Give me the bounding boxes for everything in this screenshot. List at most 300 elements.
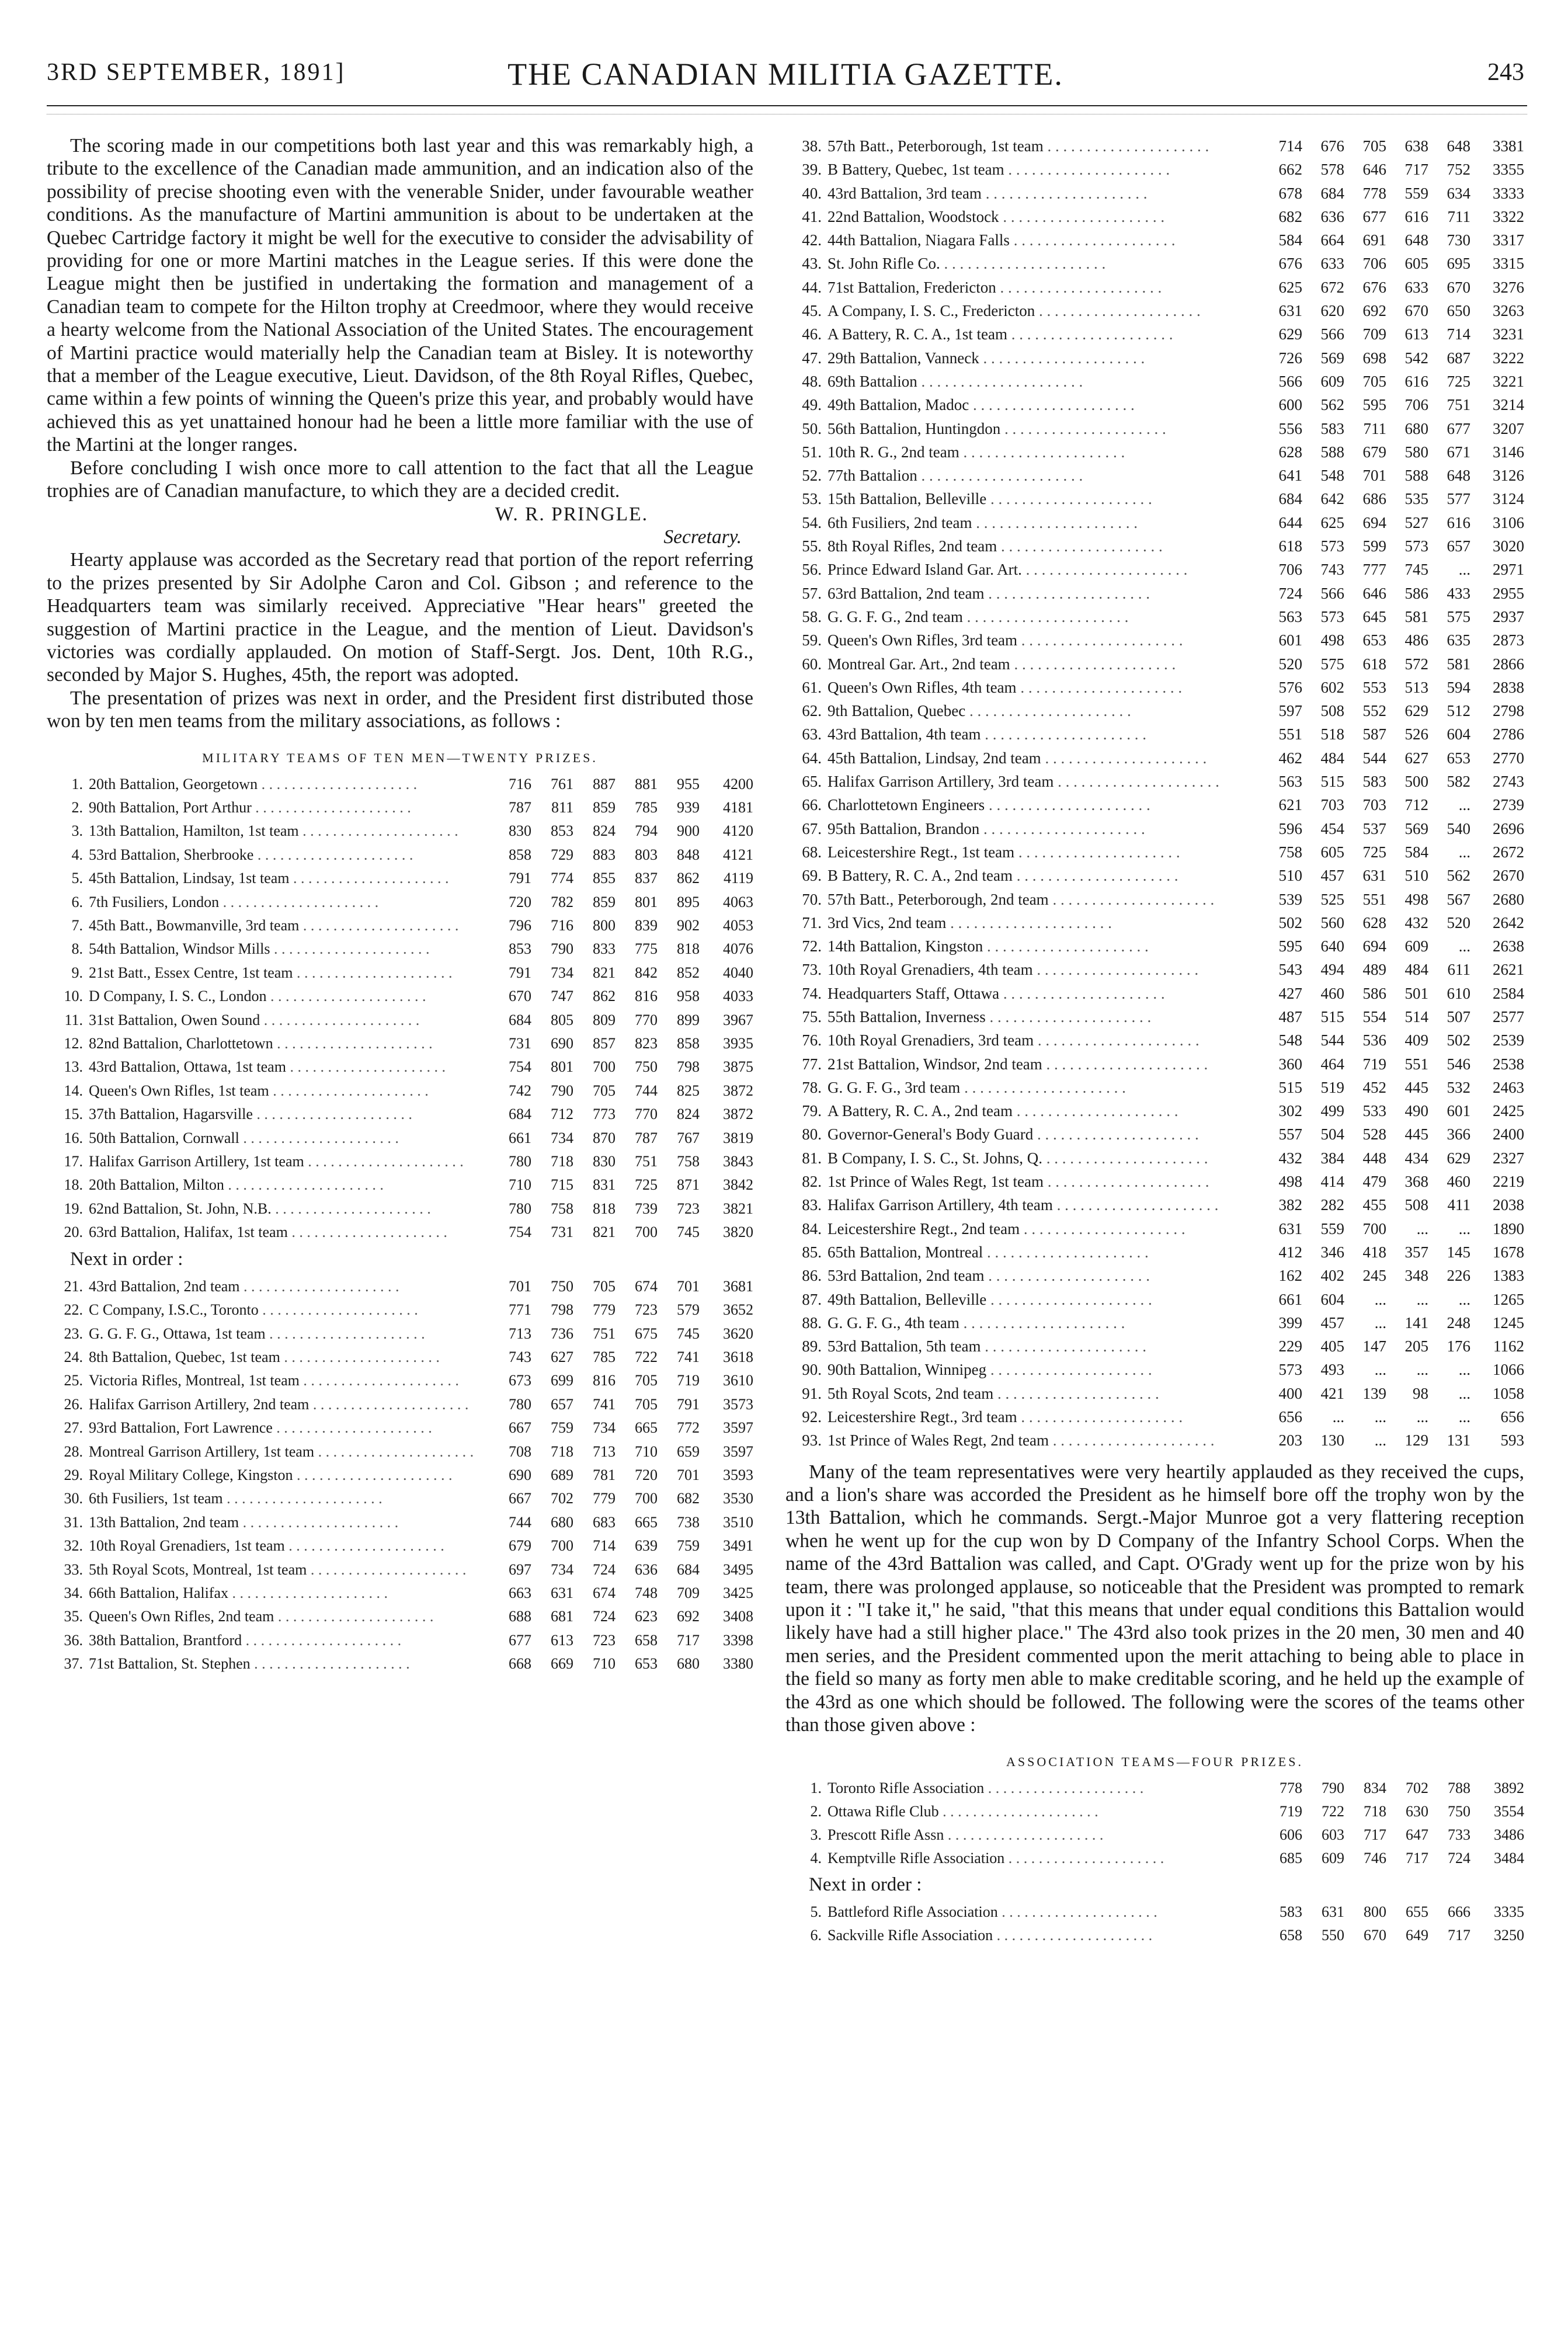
table-row xyxy=(785,1122,1524,1146)
score-cell: 457 xyxy=(1320,1313,1344,1332)
rank-cell: 83. xyxy=(802,1196,822,1214)
score-cell: 494 xyxy=(1320,961,1344,979)
score-cell: 833 xyxy=(593,940,616,958)
table-row xyxy=(785,1382,1524,1405)
score-cell: 661 xyxy=(509,1129,531,1146)
score-cell: 710 xyxy=(509,1176,531,1194)
score-cell: 724 xyxy=(1448,1849,1470,1867)
score-cell: 579 xyxy=(677,1301,700,1319)
score-cell: 779 xyxy=(593,1490,616,1507)
total-cell: 3935 xyxy=(723,1035,753,1052)
score-cell: 536 xyxy=(1362,1031,1386,1049)
score-cell: 498 xyxy=(1404,890,1428,908)
score-cell: 745 xyxy=(677,1224,700,1241)
score-cell: 837 xyxy=(635,870,658,887)
team-cell: Halifax Garrison Artillery, 1st team . . . xyxy=(89,1150,489,1173)
rank-cell: 73. xyxy=(802,961,822,979)
team-cell: 14th Battalion, Kingston . . . xyxy=(828,934,1260,958)
score-cell: 767 xyxy=(677,1129,700,1146)
score-cell: 809 xyxy=(593,1011,616,1028)
score-cell: 731 xyxy=(551,1224,573,1241)
score-cell: 618 xyxy=(1278,537,1302,555)
score-cell: 801 xyxy=(635,893,658,910)
score-cell: 484 xyxy=(1320,749,1344,767)
total-cell: 2400 xyxy=(1493,1125,1524,1144)
team-cell: 71st Battalion, Fredericton . . . xyxy=(828,276,1260,299)
total-cell: 3652 xyxy=(723,1301,753,1319)
total-cell: 4063 xyxy=(723,893,753,910)
team-cell: 6th Fusiliers, 2nd team . . . xyxy=(828,511,1260,534)
team-cell: 66th Battalion, Halifax . . . xyxy=(89,1582,489,1605)
table-row xyxy=(785,888,1524,911)
association-next-label: Next in order : xyxy=(809,1874,922,1895)
score-cell: 725 xyxy=(1447,372,1470,390)
score-cell: 706 xyxy=(1404,396,1428,414)
table-row xyxy=(47,1582,753,1605)
score-cell: 510 xyxy=(1278,867,1302,885)
table-row xyxy=(785,958,1524,981)
score-cell: 939 xyxy=(677,798,700,816)
score-cell: 514 xyxy=(1404,1007,1428,1026)
score-cell: 862 xyxy=(593,988,616,1005)
team-cell: 95th Battalion, Brandon . . . xyxy=(828,817,1260,840)
table-row xyxy=(47,1197,753,1221)
team-cell: Halifax Garrison Artillery, 2nd team . . . xyxy=(89,1393,489,1416)
score-cell: 455 xyxy=(1362,1196,1386,1214)
header-date: 3RD SEPTEMBER, 1891] xyxy=(47,59,346,86)
score-cell: 248 xyxy=(1447,1313,1470,1332)
total-cell: 2866 xyxy=(1493,655,1524,673)
rank-cell: 28. xyxy=(64,1443,83,1460)
table-row xyxy=(785,1076,1524,1099)
score-cell: 718 xyxy=(551,1443,573,1460)
team-cell: Ottawa Rifle Club . . . xyxy=(828,1800,1260,1823)
score-cell: 682 xyxy=(1278,207,1302,225)
score-cell: 748 xyxy=(635,1584,658,1601)
total-cell: 2873 xyxy=(1493,631,1524,649)
score-cell: 360 xyxy=(1278,1055,1302,1073)
score-cell: 677 xyxy=(1447,419,1470,437)
rank-cell: 35. xyxy=(64,1608,83,1625)
score-cell: 454 xyxy=(1320,819,1344,837)
score-cell: 346 xyxy=(1320,1243,1344,1261)
rank-cell: 2. xyxy=(810,1802,822,1820)
score-cell: 800 xyxy=(593,917,616,934)
rank-cell: 74. xyxy=(802,984,822,1002)
rank-cell: 76. xyxy=(802,1031,822,1049)
score-cell: 770 xyxy=(635,1106,658,1123)
score-cell: 715 xyxy=(551,1176,573,1194)
score-cell: 544 xyxy=(1320,1031,1344,1049)
table-row xyxy=(47,937,753,961)
score-cell: 682 xyxy=(677,1490,700,1507)
score-cell: 758 xyxy=(551,1200,573,1217)
rank-cell: 44. xyxy=(802,278,822,296)
table-row xyxy=(47,914,753,937)
score-cell: 722 xyxy=(1322,1802,1344,1820)
score-cell: 645 xyxy=(1362,607,1386,625)
score-cell: ... xyxy=(1332,1408,1344,1426)
score-cell: 724 xyxy=(1278,584,1302,602)
score-cell: 705 xyxy=(1362,137,1386,155)
table-row xyxy=(47,1032,753,1055)
score-cell: 674 xyxy=(635,1277,658,1295)
score-cell: 780 xyxy=(509,1395,531,1413)
score-cell: 774 xyxy=(551,870,573,887)
team-cell: 49th Battalion, Belleville . . . xyxy=(828,1288,1260,1311)
team-cell: 29th Battalion, Vanneck . . . xyxy=(828,346,1260,370)
rank-cell: 30. xyxy=(64,1490,83,1507)
score-cell: 709 xyxy=(677,1584,700,1601)
total-cell: 3620 xyxy=(723,1325,753,1342)
rank-cell: 10. xyxy=(64,988,83,1005)
team-cell: Charlottetown Engineers . . . xyxy=(828,793,1260,816)
score-cell: 535 xyxy=(1404,490,1428,508)
total-cell: 2539 xyxy=(1493,1031,1524,1049)
score-cell: 573 xyxy=(1404,537,1428,555)
score-cell: 145 xyxy=(1447,1243,1470,1261)
score-cell: 147 xyxy=(1362,1337,1386,1356)
score-cell: 616 xyxy=(1447,513,1470,531)
score-cell: 544 xyxy=(1362,749,1386,767)
rank-cell: 43. xyxy=(802,255,822,273)
rank-cell: 57. xyxy=(802,584,822,602)
table-row xyxy=(785,440,1524,464)
total-cell: 3124 xyxy=(1493,490,1524,508)
score-cell: 720 xyxy=(509,893,531,910)
score-cell: 640 xyxy=(1320,937,1344,955)
score-cell: 719 xyxy=(1362,1055,1386,1073)
score-cell: 811 xyxy=(551,798,573,816)
total-cell: 2971 xyxy=(1493,561,1524,579)
score-cell: 630 xyxy=(1406,1802,1428,1820)
score-cell: 664 xyxy=(1320,231,1344,249)
score-cell: 698 xyxy=(1362,349,1386,367)
table-row xyxy=(785,793,1524,816)
table-row xyxy=(785,228,1524,252)
total-cell: 3967 xyxy=(723,1011,753,1028)
team-cell: B Battery, R. C. A., 2nd team . . . xyxy=(828,864,1260,887)
score-cell: 681 xyxy=(551,1608,573,1625)
score-cell: 636 xyxy=(1320,207,1344,225)
total-cell: 3335 xyxy=(1494,1903,1524,1920)
score-cell: 717 xyxy=(1404,161,1428,179)
score-cell: 848 xyxy=(677,846,700,863)
score-cell: 705 xyxy=(593,1082,616,1099)
table-row xyxy=(785,511,1524,534)
total-cell: 3106 xyxy=(1493,513,1524,531)
total-cell: 3618 xyxy=(723,1348,753,1365)
table-row xyxy=(47,985,753,1008)
team-cell: D Company, I. S. C., London . . . xyxy=(89,985,489,1008)
total-cell: 3425 xyxy=(723,1584,753,1601)
team-cell: 55th Battalion, Inverness . . . xyxy=(828,1005,1260,1028)
signature-title: Secretary. xyxy=(663,526,742,548)
team-cell: 82nd Battalion, Charlottetown . . . xyxy=(89,1032,489,1055)
score-cell: 628 xyxy=(1362,913,1386,932)
score-cell: 603 xyxy=(1322,1826,1344,1843)
table-row xyxy=(785,370,1524,393)
team-cell: G. G. F. G., 4th team . . . xyxy=(828,1311,1260,1334)
score-cell: 661 xyxy=(1278,1290,1302,1308)
rank-cell: 93. xyxy=(802,1431,822,1450)
score-cell: 834 xyxy=(1364,1779,1386,1796)
table-row xyxy=(47,1393,753,1416)
table-row xyxy=(785,676,1524,699)
rank-cell: 3. xyxy=(810,1826,822,1843)
team-cell: 5th Royal Scots, Montreal, 1st team . . . xyxy=(89,1558,489,1582)
page-header xyxy=(47,58,1524,111)
score-cell: 684 xyxy=(509,1106,531,1123)
score-cell: 609 xyxy=(1322,1849,1344,1867)
score-cell: 855 xyxy=(593,870,616,887)
score-cell: 714 xyxy=(1278,137,1302,155)
total-cell: 2786 xyxy=(1493,725,1524,743)
score-cell: 510 xyxy=(1404,867,1428,885)
total-cell: 2219 xyxy=(1493,1173,1524,1191)
score-cell: 745 xyxy=(1404,561,1428,579)
table-row xyxy=(785,158,1524,181)
score-cell: ... xyxy=(1458,1219,1470,1238)
score-cell: 680 xyxy=(1404,419,1428,437)
score-cell: 747 xyxy=(551,988,573,1005)
score-cell: 702 xyxy=(1406,1779,1428,1796)
team-cell: 90th Battalion, Port Arthur . . . xyxy=(89,796,489,819)
total-cell: 3484 xyxy=(1494,1849,1524,1867)
total-cell: 3597 xyxy=(723,1443,753,1460)
total-cell: 3207 xyxy=(1493,419,1524,437)
table-row xyxy=(785,1777,1524,1800)
rank-cell: 45. xyxy=(802,302,822,320)
total-cell: 3495 xyxy=(723,1561,753,1578)
score-cell: 853 xyxy=(551,822,573,840)
score-cell: 502 xyxy=(1278,913,1302,932)
total-cell: 3593 xyxy=(723,1466,753,1483)
table-row xyxy=(47,891,753,914)
score-cell: 460 xyxy=(1447,1173,1470,1191)
score-cell: 348 xyxy=(1404,1267,1428,1285)
team-cell: Montreal Gar. Art., 2nd team . . . xyxy=(828,652,1260,676)
team-cell: 3rd Vics, 2nd team . . . xyxy=(828,911,1260,934)
score-cell: 686 xyxy=(1362,490,1386,508)
score-cell: 657 xyxy=(551,1395,573,1413)
score-cell: 687 xyxy=(1447,349,1470,367)
rank-cell: 31. xyxy=(64,1513,83,1531)
score-cell: 537 xyxy=(1362,819,1386,837)
score-cell: 548 xyxy=(1320,467,1344,485)
score-cell: 576 xyxy=(1278,678,1302,696)
team-cell: 8th Battalion, Quebec, 1st team . . . xyxy=(89,1346,489,1369)
rank-cell: 71. xyxy=(802,913,822,932)
team-cell: 44th Battalion, Niagara Falls . . . xyxy=(828,228,1260,252)
score-cell: 445 xyxy=(1404,1078,1428,1096)
score-cell: ... xyxy=(1374,1313,1386,1332)
team-cell: Sackville Rifle Association . . . xyxy=(828,1924,1260,1947)
score-cell: 667 xyxy=(509,1419,531,1437)
score-cell: 141 xyxy=(1404,1313,1428,1332)
table-row xyxy=(785,911,1524,934)
score-cell: 724 xyxy=(593,1561,616,1578)
score-cell: 650 xyxy=(1447,302,1470,320)
total-cell: 3398 xyxy=(723,1631,753,1649)
score-cell: 532 xyxy=(1447,1078,1470,1096)
score-cell: 566 xyxy=(1320,325,1344,343)
score-cell: 594 xyxy=(1447,678,1470,696)
header-title: THE CANADIAN MILITIA GAZETTE. xyxy=(507,57,1063,92)
score-cell: 759 xyxy=(551,1419,573,1437)
score-cell: 498 xyxy=(1320,631,1344,649)
table-row xyxy=(785,322,1524,346)
team-cell: 43rd Battalion, 2nd team . . . xyxy=(89,1275,489,1298)
score-cell: 577 xyxy=(1447,490,1470,508)
score-cell: 627 xyxy=(551,1348,573,1365)
score-cell: 751 xyxy=(635,1153,658,1170)
score-cell: 412 xyxy=(1278,1243,1302,1261)
score-cell: 705 xyxy=(635,1395,658,1413)
rank-cell: 85. xyxy=(802,1243,822,1261)
table-row xyxy=(785,582,1524,605)
score-cell: 853 xyxy=(509,940,531,958)
score-cell: 528 xyxy=(1362,1125,1386,1144)
score-cell: 411 xyxy=(1447,1196,1470,1214)
score-cell: 599 xyxy=(1362,537,1386,555)
score-cell: 790 xyxy=(551,1082,573,1099)
score-cell: 701 xyxy=(677,1277,700,1295)
total-cell: 3843 xyxy=(723,1153,753,1170)
team-cell: 50th Battalion, Cornwall . . . xyxy=(89,1127,489,1150)
score-cell: 616 xyxy=(1404,207,1428,225)
score-cell: 553 xyxy=(1362,678,1386,696)
score-cell: 758 xyxy=(677,1153,700,1170)
score-cell: 685 xyxy=(1280,1849,1302,1867)
rank-cell: 21. xyxy=(64,1277,83,1295)
table-row xyxy=(785,1193,1524,1217)
score-cell: 621 xyxy=(1278,796,1302,814)
table-row xyxy=(785,464,1524,487)
score-cell: 130 xyxy=(1320,1431,1344,1450)
score-cell: 788 xyxy=(1448,1779,1470,1796)
team-cell: 22nd Battalion, Woodstock . . . xyxy=(828,205,1260,228)
rank-cell: 51. xyxy=(802,443,822,461)
score-cell: 636 xyxy=(635,1561,658,1578)
total-cell: 3554 xyxy=(1494,1802,1524,1820)
rank-cell: 69. xyxy=(802,867,822,885)
score-cell: 633 xyxy=(1404,278,1428,296)
total-cell: 3892 xyxy=(1494,1779,1524,1796)
score-cell: 773 xyxy=(593,1106,616,1123)
score-cell: 368 xyxy=(1404,1173,1428,1191)
team-cell: 1st Prince of Wales Regt, 1st team . . . xyxy=(828,1170,1260,1193)
total-cell: 2696 xyxy=(1493,819,1524,837)
score-cell: 697 xyxy=(509,1561,531,1578)
score-cell: 713 xyxy=(509,1325,531,1342)
score-cell: 484 xyxy=(1404,961,1428,979)
score-cell: 736 xyxy=(551,1325,573,1342)
table-row xyxy=(785,1240,1524,1264)
score-cell: 726 xyxy=(1278,349,1302,367)
score-cell: 710 xyxy=(635,1443,658,1460)
total-cell: 4181 xyxy=(723,798,753,816)
score-cell: 772 xyxy=(677,1419,700,1437)
score-cell: 623 xyxy=(635,1608,658,1625)
score-cell: 460 xyxy=(1320,984,1344,1002)
score-cell: ... xyxy=(1416,1361,1428,1379)
table-row xyxy=(47,1416,753,1440)
score-cell: 830 xyxy=(593,1153,616,1170)
score-cell: 639 xyxy=(635,1537,658,1555)
score-cell: 527 xyxy=(1404,513,1428,531)
score-cell: 641 xyxy=(1278,467,1302,485)
table-row xyxy=(785,605,1524,628)
total-cell: 1890 xyxy=(1493,1219,1524,1238)
score-cell: 745 xyxy=(677,1325,700,1342)
score-cell: ... xyxy=(1458,1408,1470,1426)
rank-cell: 20. xyxy=(64,1224,83,1241)
score-cell: 658 xyxy=(635,1631,658,1649)
score-cell: 552 xyxy=(1362,702,1386,720)
team-cell: Halifax Garrison Artillery, 4th team . . . xyxy=(828,1193,1260,1217)
score-cell: 743 xyxy=(1320,561,1344,579)
team-cell: Victoria Rifles, Montreal, 1st team . . . xyxy=(89,1369,489,1392)
rank-cell: 6. xyxy=(71,893,83,910)
score-cell: 842 xyxy=(635,964,658,981)
score-cell: 562 xyxy=(1447,867,1470,885)
team-cell: 57th Batt., Peterborough, 1st team . . . xyxy=(828,134,1260,158)
score-cell: 631 xyxy=(1362,867,1386,885)
score-cell: 631 xyxy=(1322,1903,1344,1920)
rank-cell: 24. xyxy=(64,1348,83,1365)
team-cell: 6th Fusiliers, 1st team . . . xyxy=(89,1487,489,1510)
score-cell: 551 xyxy=(1278,725,1302,743)
team-cell: 53rd Battalion, Sherbrooke . . . xyxy=(89,843,489,867)
score-cell: 839 xyxy=(635,917,658,934)
score-cell: 572 xyxy=(1404,655,1428,673)
total-cell: 4200 xyxy=(723,775,753,793)
score-cell: 567 xyxy=(1447,890,1470,908)
score-cell: 673 xyxy=(509,1372,531,1389)
total-cell: 2838 xyxy=(1493,678,1524,696)
team-cell: 62nd Battalion, St. John, N.B. . . . xyxy=(89,1197,489,1221)
score-cell: 700 xyxy=(1362,1219,1386,1238)
team-cell: 38th Battalion, Brantford . . . xyxy=(89,1629,489,1652)
score-cell: 771 xyxy=(509,1301,531,1319)
score-cell: 667 xyxy=(509,1490,531,1507)
score-cell: 533 xyxy=(1362,1102,1386,1120)
rank-cell: 25. xyxy=(64,1372,83,1389)
score-cell: 582 xyxy=(1447,773,1470,791)
rank-cell: 50. xyxy=(802,419,822,437)
score-cell: 823 xyxy=(635,1035,658,1052)
total-cell: 3231 xyxy=(1493,325,1524,343)
score-cell: 662 xyxy=(1278,161,1302,179)
rank-cell: 86. xyxy=(802,1267,822,1285)
total-cell: 3221 xyxy=(1493,372,1524,390)
score-cell: 700 xyxy=(635,1490,658,1507)
score-cell: 581 xyxy=(1404,607,1428,625)
team-cell: St. John Rifle Co. . . . xyxy=(828,252,1260,275)
score-cell: 717 xyxy=(1364,1826,1386,1843)
score-cell: 566 xyxy=(1320,584,1344,602)
table-row xyxy=(47,1629,753,1652)
score-cell: 573 xyxy=(1320,607,1344,625)
total-cell: 3820 xyxy=(723,1224,753,1241)
total-cell: 4076 xyxy=(723,940,753,958)
score-cell: 560 xyxy=(1320,913,1344,932)
rank-cell: 2. xyxy=(71,798,83,816)
total-cell: 4033 xyxy=(723,988,753,1005)
score-cell: 750 xyxy=(635,1058,658,1076)
score-cell: 655 xyxy=(1406,1903,1428,1920)
